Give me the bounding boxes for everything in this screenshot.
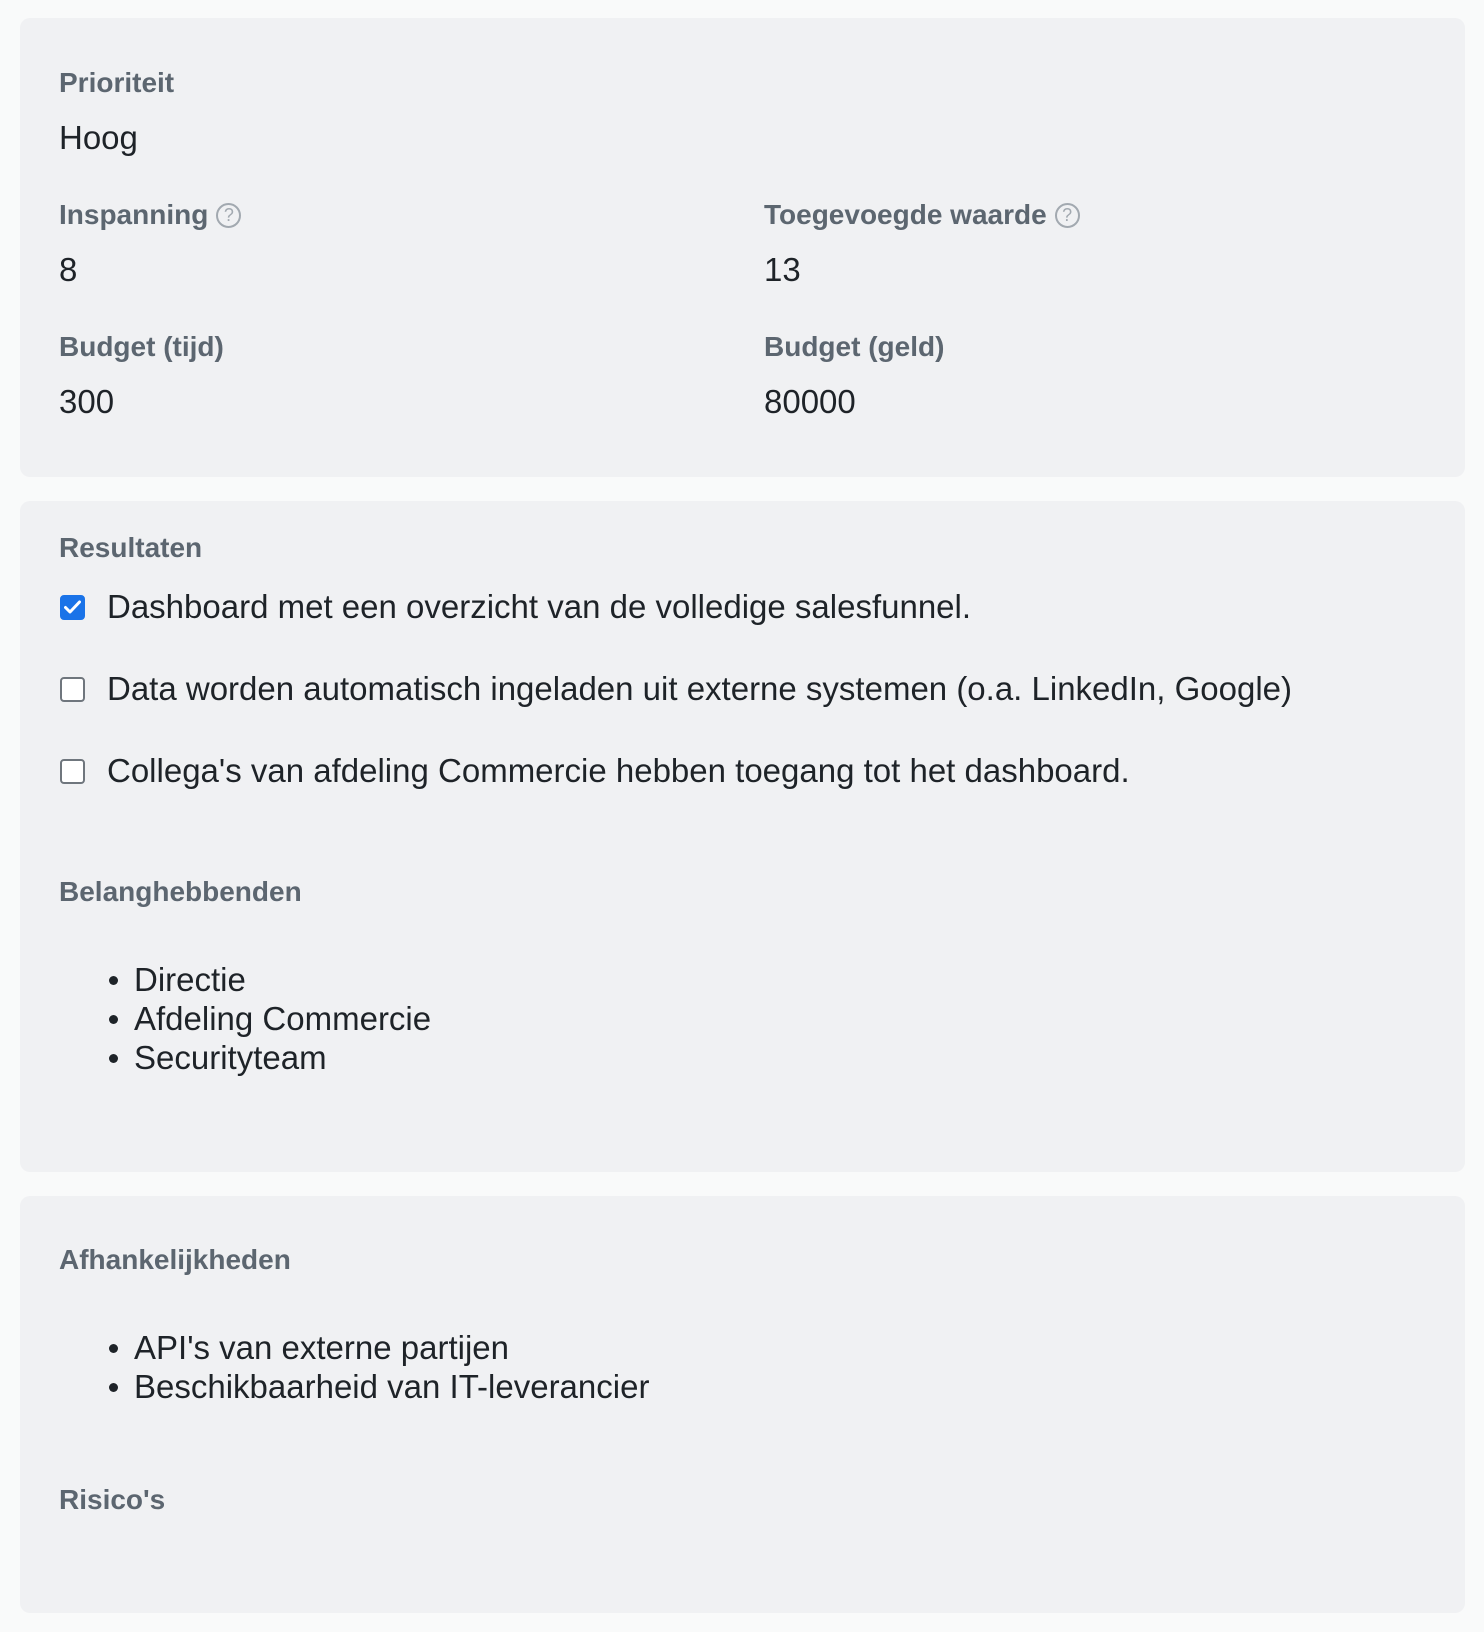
result-item bbox=[60, 669, 1292, 709]
result-item bbox=[60, 587, 971, 627]
effort-label: Inspanning ? bbox=[59, 198, 241, 232]
result-text: Data worden automatisch ingeladen uit externe systemen (o.a. LinkedIn, Google) bbox=[107, 670, 1293, 707]
list-item: Beschikbaarheid van IT-leverancier bbox=[81, 1367, 649, 1406]
effort-value: 8 bbox=[59, 251, 78, 288]
result-checkbox[interactable] bbox=[60, 759, 85, 784]
list-item: Afdeling Commercie bbox=[81, 999, 431, 1038]
results-label: Resultaten bbox=[59, 532, 203, 563]
dependencies-card bbox=[20, 1196, 1465, 1613]
stakeholders-label: Belanghebbenden bbox=[59, 876, 302, 907]
budget-money-value: 80000 bbox=[764, 383, 856, 420]
result-text: Dashboard met een overzicht van de volledige salesfunnel. bbox=[107, 588, 972, 625]
budget-time-value: 300 bbox=[59, 383, 115, 420]
budget-money-label: Budget (geld) bbox=[764, 331, 945, 362]
results-card bbox=[20, 501, 1465, 1172]
dependencies-label: Afhankelijkheden bbox=[59, 1244, 291, 1275]
list-item: API's van externe partijen bbox=[81, 1328, 649, 1367]
added-value-value: 13 bbox=[764, 251, 801, 288]
dependencies-list bbox=[81, 1328, 649, 1406]
result-checkbox[interactable] bbox=[60, 595, 85, 620]
stakeholders-list bbox=[81, 960, 431, 1077]
help-circle-icon[interactable]: ? bbox=[1055, 203, 1080, 228]
checkmark-icon bbox=[64, 600, 81, 614]
priority-label: Prioriteit bbox=[59, 67, 175, 98]
budget-time-label: Budget (tijd) bbox=[59, 331, 224, 362]
result-text: Collega's van afdeling Commercie hebben toegang tot het dashboard. bbox=[107, 752, 1130, 789]
added-value-label: Toegevoegde waarde ? bbox=[764, 198, 1080, 232]
result-item bbox=[60, 751, 1130, 791]
result-checkbox[interactable] bbox=[60, 677, 85, 702]
details-card bbox=[20, 18, 1465, 477]
list-item: Directie bbox=[81, 960, 431, 999]
help-circle-icon[interactable]: ? bbox=[216, 203, 241, 228]
priority-value: Hoog bbox=[59, 119, 138, 156]
list-item: Securityteam bbox=[81, 1038, 431, 1077]
risks-label: Risico's bbox=[59, 1484, 166, 1515]
